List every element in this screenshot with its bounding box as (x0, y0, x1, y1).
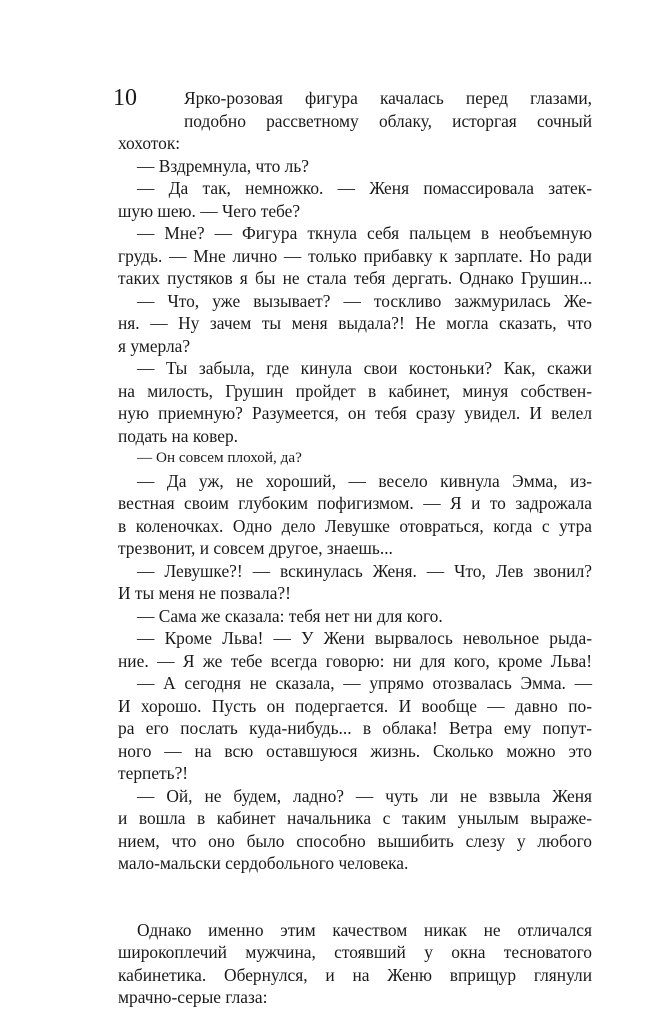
text-line: — Левушке?! — вскинулась Женя. — Что, Лев звонил? (137, 560, 592, 581)
text-line: — Сама же сказала: тебя нет ни для кого. (137, 605, 443, 626)
text-line: подать на ковер. (118, 425, 239, 446)
text-line: — Ой, не будем, ладно? — чуть ли не взвыла Женя (137, 785, 592, 806)
text-line: — Да уж, не хороший, — весело кивнула Эмма, из- (137, 470, 592, 491)
text-line: трезвонит, и совсем другое, знаешь... (118, 538, 393, 558)
text-line: — Вздремнула, что ль? (137, 155, 309, 176)
text-line: И хорошо. Пусть он подергается. И вообще — давно по- (118, 695, 592, 716)
page-number: 10 (113, 85, 137, 111)
text-line: подобно рассветному облаку, исторгая сочный (184, 110, 592, 131)
text-line: — Да так, немножко. — Женя помассировала затек- (137, 178, 592, 198)
text-line: — А сегодня не сказала, — упрямо отозвалась Эмма. — (137, 673, 592, 693)
text-line: ра его послать куда-нибудь... в облака! Ветра ему попут- (118, 718, 592, 738)
text-line: Ярко-розовая фигура качалась перед глазами, (184, 88, 592, 108)
text-line: таких пустяков я бы не стала тебя дергать. Однако Грушин... (118, 268, 592, 288)
text-line: хохоток: (118, 133, 181, 153)
text-line: — Ты забыла, где кинула свои костоньки? Как, скажи (137, 358, 592, 378)
text-line: — Кроме Льва! — У Жени вырвалось невольное рыда- (137, 628, 592, 648)
text-line: ную приемную? Разумеется, он тебя сразу увидел. И велел (118, 403, 592, 423)
text-line: — Что, уже вызывает? — тоскливо зажмурилась Же- (137, 290, 592, 311)
text-line: широкоплечий мужчина, стоявший у окна тесноватого (118, 942, 592, 962)
text-line: я умерла? (118, 335, 191, 356)
text-line: мрачно-серые глаза: (118, 987, 268, 1007)
text-line: кабинетика. Обернулся, и на Женю вприщур глянули (118, 964, 592, 985)
text-line: грудь. — Мне лично — только прибавку к зарплате. Но ради (118, 245, 592, 266)
text-line: И ты меня не позвала?! (118, 583, 291, 603)
text-line: ние. — Я же тебе всегда говорю: ни для кого, кроме Льва! (118, 650, 592, 671)
text-line: и вошла в кабинет начальника с таким унылым выраже- (118, 808, 592, 828)
text-line: мало-мальски сердобольного человека. (118, 853, 409, 873)
section-break (118, 897, 592, 919)
text-line: Однако именно этим качеством никак не отличался (137, 919, 592, 940)
text-line: нием, что оно было способно вышибить слезу у любого (118, 830, 592, 851)
text-line: вестная своим глубоким пофигизмом. — Я и то задрожала (118, 493, 592, 513)
text-line: ного — на всю оставшуюся жизнь. Сколько можно это (118, 740, 592, 761)
text-line: шую шею. — Чего тебе? (118, 200, 301, 221)
text-line: — Он совсем плохой, да? (137, 449, 302, 466)
text-line: — Мне? — Фигура ткнула себя пальцем в необъемную (137, 223, 592, 243)
text-line: терпеть?! (118, 763, 189, 783)
text-line: ня. — Ну зачем ты меня выдала?! Не могла сказать, что (118, 313, 592, 333)
section-break (118, 875, 592, 897)
page-text (118, 87, 592, 1009)
text-line: в коленочках. Одно дело Левушке отовраться, когда с утра (118, 515, 592, 536)
text-line: на милость, Грушин пройдет в кабинет, минуя собствен- (118, 380, 592, 401)
